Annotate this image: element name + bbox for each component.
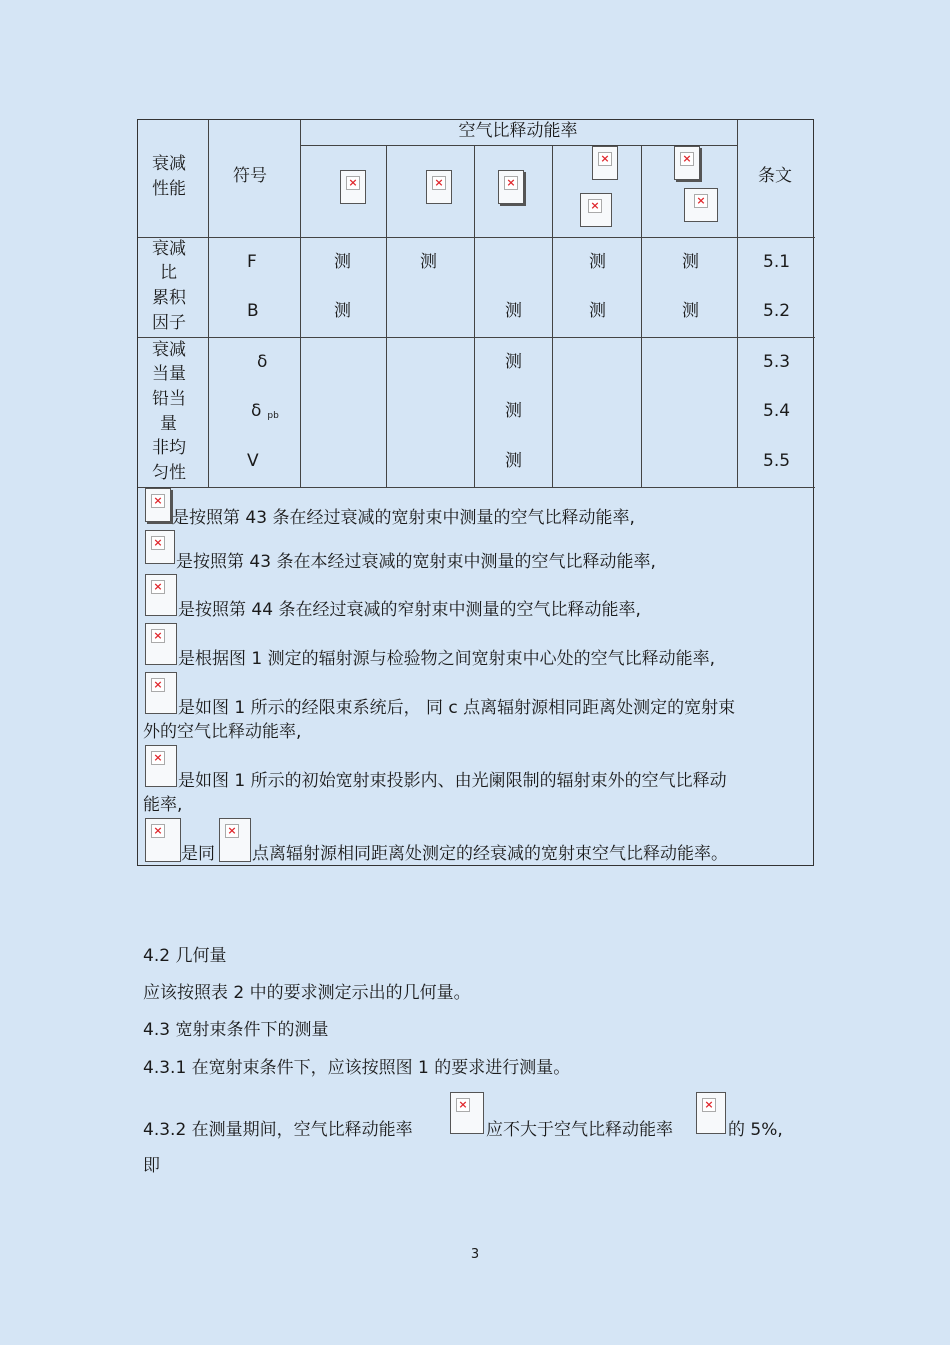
- section-4-3-2-b: 应不大于空气比释动能率: [486, 1120, 673, 1140]
- table-note: 外的空气比释动能率,: [143, 722, 302, 742]
- broken-image-icon: ×: [219, 818, 251, 862]
- table-note: 是按照第 43 条在经过衰减的宽射束中测量的空气比释动能率,: [172, 508, 635, 528]
- row-label: 非均: [152, 438, 186, 458]
- section-4-3-2-c: 的 5%,: [728, 1120, 783, 1140]
- broken-image-icon: ×: [145, 623, 177, 665]
- broken-image-icon: ×: [450, 1092, 484, 1134]
- col-divider: [474, 145, 475, 487]
- measure-cell: 测: [334, 301, 351, 321]
- row-label: 匀性: [152, 463, 186, 483]
- header-air-kerma: 空气比释动能率: [458, 121, 578, 141]
- section-4-2-text: 应该按照表 2 中的要求测定示出的几何量。: [143, 983, 471, 1003]
- symbol-delta: δ: [257, 352, 268, 372]
- section-4-2-title: 4.2 几何量: [143, 946, 227, 966]
- broken-image-icon: ×: [580, 193, 612, 227]
- table-note: 能率,: [143, 795, 183, 815]
- measure-cell: 测: [505, 401, 522, 421]
- measure-cell: 测: [505, 451, 522, 471]
- row-label: 当量: [152, 364, 186, 384]
- row-label: 铅当: [152, 389, 186, 409]
- table-note: 是同: [181, 844, 215, 864]
- row-label: 比: [160, 263, 177, 283]
- symbol-delta-pb: δ $_{pb}$: [251, 401, 279, 421]
- col-divider: [208, 120, 209, 487]
- broken-image-icon: ×: [145, 745, 177, 787]
- measure-cell: 测: [420, 252, 437, 272]
- section-4-3-title: 4.3 宽射束条件下的测量: [143, 1020, 329, 1040]
- measure-cell: 测: [589, 301, 606, 321]
- broken-image-icon: ×: [145, 818, 181, 862]
- broken-image-icon: ×: [426, 170, 452, 204]
- header-divider: [300, 145, 737, 146]
- broken-image-icon: ×: [498, 170, 524, 204]
- header-attenuation: 衰减 性能: [152, 154, 186, 199]
- row-divider: [138, 487, 815, 488]
- col-divider: [641, 145, 642, 487]
- symbol-F: F: [247, 252, 257, 272]
- row-label: 因子: [152, 313, 186, 333]
- broken-image-icon: ×: [145, 672, 177, 714]
- section-4-3-1: 4.3.1 在宽射束条件下，应该按照图 1 的要求进行测量。: [143, 1058, 571, 1078]
- table-note: 是如图 1 所示的经限束系统后， 同 c 点离辐射源相同距离处测定的宽射束: [178, 698, 736, 718]
- broken-image-icon: ×: [145, 574, 177, 616]
- measure-cell: 测: [505, 301, 522, 321]
- broken-image-icon: ×: [145, 530, 175, 564]
- row-label: 衰减: [152, 340, 186, 360]
- page-number: 3: [470, 1247, 480, 1262]
- broken-image-icon: ×: [684, 188, 718, 222]
- clause-cell: 5.1: [763, 252, 791, 272]
- measure-cell: 测: [589, 252, 606, 272]
- clause-cell: 5.5: [763, 451, 791, 471]
- broken-image-icon: ×: [696, 1092, 726, 1134]
- broken-image-icon: ×: [592, 146, 618, 180]
- measure-cell: 测: [682, 252, 699, 272]
- broken-image-icon: ×: [674, 146, 700, 180]
- row-label: 累积: [152, 288, 186, 308]
- section-4-3-2-a: 4.3.2 在测量期间，空气比释动能率: [143, 1120, 413, 1140]
- row-label: 量: [160, 414, 177, 434]
- clause-cell: 5.2: [763, 301, 791, 321]
- table-note: 是按照第 43 条在本经过衰减的宽射束中测量的空气比释动能率,: [176, 552, 656, 572]
- header-symbol: 符号: [233, 166, 267, 186]
- broken-image-icon: ×: [340, 170, 366, 204]
- measure-cell: 测: [682, 301, 699, 321]
- section-4-3-2-d: 即: [143, 1156, 160, 1176]
- broken-image-icon: ×: [145, 488, 171, 522]
- col-divider: [552, 145, 553, 487]
- col-divider: [737, 120, 738, 487]
- col-divider: [300, 120, 301, 487]
- attenuation-table: [137, 119, 814, 866]
- row-label: 衰减: [152, 239, 186, 259]
- symbol-V: V: [247, 451, 259, 471]
- header-clause: 条文: [758, 166, 792, 186]
- col-divider: [386, 145, 387, 487]
- symbol-B: B: [247, 301, 259, 321]
- row-divider: [138, 337, 815, 338]
- measure-cell: 测: [334, 252, 351, 272]
- table-note: 是按照第 44 条在经过衰减的窄射束中测量的空气比释动能率,: [178, 600, 641, 620]
- table-note: 是如图 1 所示的初始宽射束投影内、由光阑限制的辐射束外的空气比释动: [178, 771, 727, 791]
- table-note: 是根据图 1 测定的辐射源与检验物之间宽射束中心处的空气比释动能率,: [178, 649, 716, 669]
- measure-cell: 测: [505, 352, 522, 372]
- row-divider: [138, 237, 815, 238]
- table-note: 点离辐射源相同距离处测定的经衰减的宽射束空气比释动能率。: [252, 844, 728, 864]
- clause-cell: 5.3: [763, 352, 791, 372]
- clause-cell: 5.4: [763, 401, 791, 421]
